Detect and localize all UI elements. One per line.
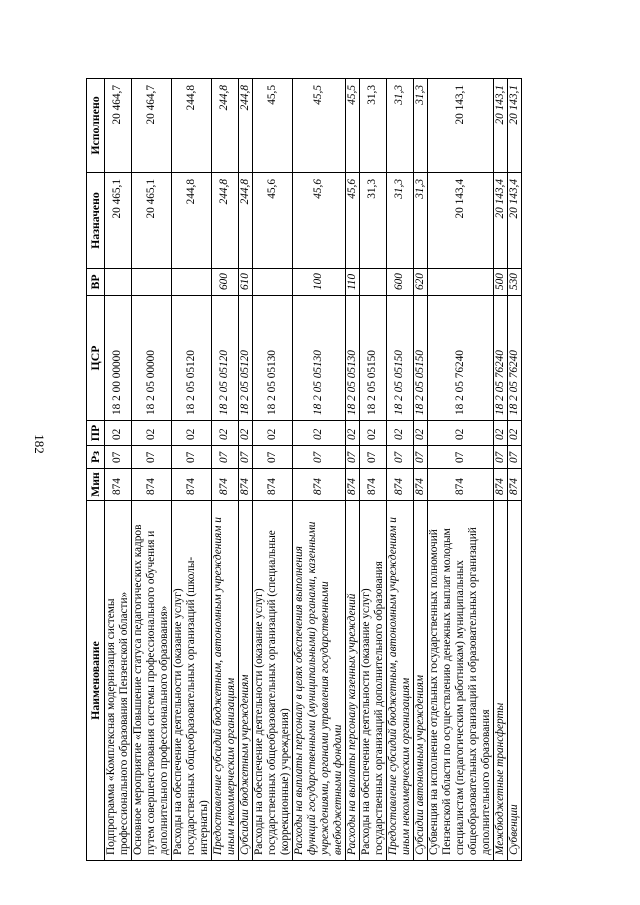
- cell-assigned: 31,3: [386, 173, 413, 269]
- page-number: 182: [31, 434, 47, 454]
- cell-vr: [131, 269, 171, 296]
- cell-name: Расходы на обеспечение деятельности (оказание услуг) государственных общеобразовательных организаций (специальные (коррекционные) учреждения): [252, 501, 292, 861]
- cell-csr: 18 2 05 05130: [252, 296, 292, 421]
- cell-executed: 31,3: [386, 79, 413, 173]
- cell-pr: 02: [345, 421, 359, 446]
- cell-assigned: 20 143,4: [427, 173, 493, 269]
- cell-name: Предоставление субсидий бюджетным, автономным учреждениям и иным некоммерческим организациям: [386, 501, 413, 861]
- cell-csr: 18 2 05 05150: [359, 296, 386, 421]
- table-row: [345, 79, 359, 861]
- cell-min: 874: [211, 469, 238, 501]
- cell-csr: 18 2 05 05130: [345, 296, 359, 421]
- cell-pr: 02: [238, 421, 252, 446]
- cell-min: 874: [493, 469, 507, 501]
- cell-rz: 07: [493, 446, 507, 469]
- cell-pr: 02: [105, 421, 132, 446]
- cell-assigned: 45,6: [292, 173, 345, 269]
- cell-executed: 20 143,1: [507, 79, 521, 173]
- cell-name: Межбюджетные трансферты: [493, 501, 507, 861]
- cell-pr: 02: [359, 421, 386, 446]
- cell-assigned: 20 143,4: [507, 173, 521, 269]
- cell-csr: 18 2 00 00000: [105, 296, 132, 421]
- cell-assigned: 244,8: [211, 173, 238, 269]
- cell-pr: 02: [131, 421, 171, 446]
- cell-pr: 02: [507, 421, 521, 446]
- cell-pr: 02: [292, 421, 345, 446]
- rotated-table-area: [86, 79, 565, 861]
- table-row: [131, 79, 171, 861]
- cell-csr: 18 2 05 05150: [386, 296, 413, 421]
- cell-csr: 18 2 05 05150: [413, 296, 427, 421]
- cell-executed: 244,8: [238, 79, 252, 173]
- table-row: [507, 79, 521, 861]
- cell-name: Субвенции: [507, 501, 521, 861]
- cell-csr: 18 2 05 76240: [507, 296, 521, 421]
- cell-assigned: 31,3: [359, 173, 386, 269]
- cell-assigned: 31,3: [413, 173, 427, 269]
- cell-executed: 20 464,7: [105, 79, 132, 173]
- cell-vr: 600: [211, 269, 238, 296]
- cell-pr: 02: [252, 421, 292, 446]
- cell-csr: 18 2 05 00000: [131, 296, 171, 421]
- cell-pr: 02: [493, 421, 507, 446]
- cell-vr: 110: [345, 269, 359, 296]
- cell-rz: 07: [413, 446, 427, 469]
- cell-executed: 244,8: [211, 79, 238, 173]
- table-row: [238, 79, 252, 861]
- header-executed: Исполнено: [87, 79, 105, 173]
- cell-min: 874: [427, 469, 493, 501]
- cell-rz: 07: [238, 446, 252, 469]
- table-row: [171, 79, 211, 861]
- cell-vr: 500: [493, 269, 507, 296]
- table-row: [359, 79, 386, 861]
- cell-assigned: 20 465,1: [131, 173, 171, 269]
- cell-executed: 20 143,1: [493, 79, 507, 173]
- cell-name: Субсидии бюджетным учреждениям: [238, 501, 252, 861]
- cell-name: Субсидии автономным учреждениям: [413, 501, 427, 861]
- table-row: [427, 79, 493, 861]
- cell-csr: 18 2 05 05120: [171, 296, 211, 421]
- cell-pr: 02: [211, 421, 238, 446]
- cell-min: 874: [238, 469, 252, 501]
- cell-rz: 07: [427, 446, 493, 469]
- cell-vr: 620: [413, 269, 427, 296]
- cell-pr: 02: [171, 421, 211, 446]
- cell-csr: 18 2 05 05130: [292, 296, 345, 421]
- header-assigned: Назначено: [87, 173, 105, 269]
- cell-csr: 18 2 05 76240: [427, 296, 493, 421]
- cell-name: Предоставление субсидий бюджетным, автономным учреждениям и иным некоммерческим организациям: [211, 501, 238, 861]
- table-header-row: [87, 79, 105, 861]
- cell-vr: 530: [507, 269, 521, 296]
- cell-min: 874: [252, 469, 292, 501]
- cell-assigned: 244,8: [171, 173, 211, 269]
- cell-rz: 07: [211, 446, 238, 469]
- cell-executed: 45,5: [345, 79, 359, 173]
- budget-table: [86, 78, 522, 861]
- cell-rz: 07: [386, 446, 413, 469]
- cell-min: 874: [386, 469, 413, 501]
- cell-rz: 07: [252, 446, 292, 469]
- cell-vr: 610: [238, 269, 252, 296]
- cell-assigned: 45,6: [345, 173, 359, 269]
- table-row: [292, 79, 345, 861]
- cell-executed: 20 143,1: [427, 79, 493, 173]
- header-csr: ЦСР: [87, 296, 105, 421]
- cell-rz: 07: [345, 446, 359, 469]
- table-row: [386, 79, 413, 861]
- header-min: Мин: [87, 469, 105, 501]
- cell-executed: 244,8: [171, 79, 211, 173]
- cell-name: Расходы на выплаты персоналу в целях обеспечения выполнения функций государственными (муниципальными) органами, казенными учреждениями, органами управления государственными внебюджетными фондами: [292, 501, 345, 861]
- cell-min: 874: [359, 469, 386, 501]
- table-row: [211, 79, 238, 861]
- table-row: [105, 79, 132, 861]
- cell-csr: 18 2 05 05120: [238, 296, 252, 421]
- cell-pr: 02: [386, 421, 413, 446]
- cell-pr: 02: [413, 421, 427, 446]
- cell-executed: 45,5: [292, 79, 345, 173]
- cell-min: 874: [292, 469, 345, 501]
- cell-rz: 07: [507, 446, 521, 469]
- cell-name: Расходы на выплаты персоналу казенных учреждений: [345, 501, 359, 861]
- cell-name: Расходы на обеспечение деятельности (оказание услуг) государственных общеобразовательных организаций (школы-интернаты): [171, 501, 211, 861]
- cell-executed: 20 464,7: [131, 79, 171, 173]
- cell-name: Основное мероприятие «Повышение статуса педагогических кадров путем совершенствования системы профессионального обучения и дополнительного профессионального образования»: [131, 501, 171, 861]
- cell-name: Подпрограмма «Комплексная модернизация системы профессионального образования Пензенской области»: [105, 501, 132, 861]
- cell-name: Субвенция на исполнение отдельных государственных полномочий Пензенской области по осуществлению денежных выплат молодым специалистам (педагогическим работникам) муниципальных общеобразовательных организаций и образовательных организаций дополнительного образования: [427, 501, 493, 861]
- cell-executed: 45,5: [252, 79, 292, 173]
- header-rz: Рз: [87, 446, 105, 469]
- cell-vr: 600: [386, 269, 413, 296]
- cell-min: 874: [131, 469, 171, 501]
- cell-vr: [359, 269, 386, 296]
- header-name: Наименование: [87, 501, 105, 861]
- table-row: [252, 79, 292, 861]
- cell-min: 874: [413, 469, 427, 501]
- cell-vr: [252, 269, 292, 296]
- header-pr: ПР: [87, 421, 105, 446]
- cell-rz: 07: [171, 446, 211, 469]
- cell-min: 874: [105, 469, 132, 501]
- cell-vr: [427, 269, 493, 296]
- cell-min: 874: [507, 469, 521, 501]
- table-row: [413, 79, 427, 861]
- cell-executed: 31,3: [413, 79, 427, 173]
- cell-executed: 31,3: [359, 79, 386, 173]
- cell-assigned: 20 465,1: [105, 173, 132, 269]
- header-vr: ВР: [87, 269, 105, 296]
- cell-rz: 07: [359, 446, 386, 469]
- cell-pr: 02: [427, 421, 493, 446]
- cell-name: Расходы на обеспечение деятельности (оказание услуг) государственных организаций дополнительного образования: [359, 501, 386, 861]
- cell-vr: 100: [292, 269, 345, 296]
- cell-csr: 18 2 05 05120: [211, 296, 238, 421]
- cell-rz: 07: [105, 446, 132, 469]
- cell-min: 874: [345, 469, 359, 501]
- cell-vr: [105, 269, 132, 296]
- cell-csr: 18 2 05 76240: [493, 296, 507, 421]
- table-body: [105, 79, 522, 861]
- cell-min: 874: [171, 469, 211, 501]
- cell-rz: 07: [292, 446, 345, 469]
- cell-assigned: 20 143,4: [493, 173, 507, 269]
- cell-assigned: 244,8: [238, 173, 252, 269]
- cell-assigned: 45,6: [252, 173, 292, 269]
- cell-vr: [171, 269, 211, 296]
- cell-rz: 07: [131, 446, 171, 469]
- table-row: [493, 79, 507, 861]
